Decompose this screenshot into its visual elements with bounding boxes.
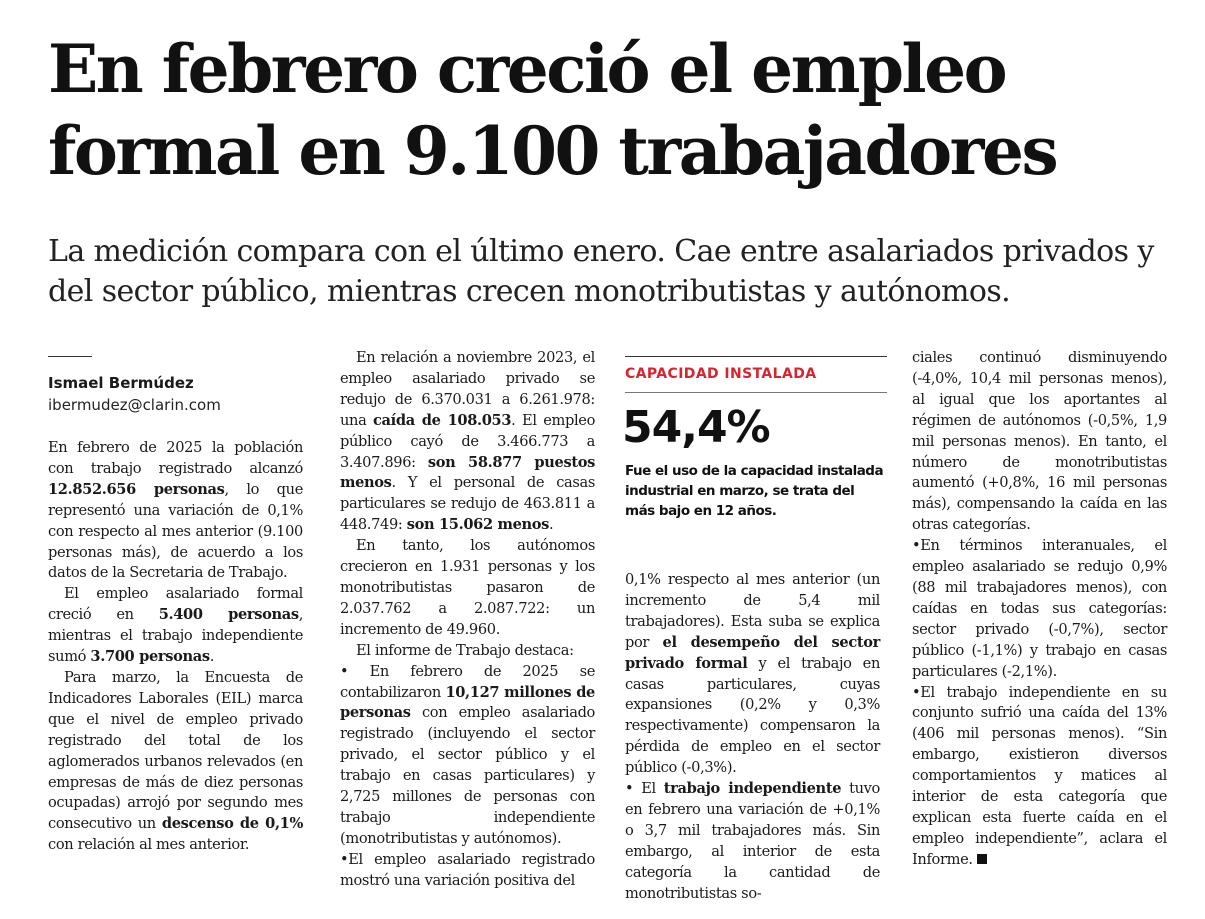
paragraph: Para marzo, la Encuesta de Indicadores Laborales (EIL) marca que el nivel de empleo privado registrado del total de los aglomerados urbanos relevados (en empresas de más de diez personas ocupadas) arrojó por segundo mes consecutivo un descenso de 0,1% con relación al mes anterior. <box>48 668 304 854</box>
deck-line-1: La medición compara con el último enero. Cae entre asalariados privados y <box>48 234 1154 269</box>
highlight-box-label-rule <box>625 392 887 393</box>
bullet-item: •El empleo asalariado registrado mostró una variación positiva del <box>340 850 595 889</box>
end-of-article-mark <box>977 854 987 864</box>
bullet-item: • El trabajo independiente tuvo en febrero una variación de +0,1% o 3,7 mil trabajadores más. Sin embargo, al interior de esta categoría la cantidad de monotributistas so- <box>625 780 880 902</box>
highlight-box-top-rule <box>625 356 887 357</box>
paragraph: En relación a noviembre 2023, el empleo asalariado privado se redujo de 6.370.031 a 6.261.978: una caída de 108.053. El empleo público cayó de 3.466.773 a 3.407.896: son 58.877 puestos menos. Y el personal de casas particulares se redujo de 463.811 a 448.749: son 15.062 menos. <box>340 349 596 534</box>
paragraph: En febrero de 2025 la población con trabajo registrado alcanzó 12.852.656 personas, lo que representó una variación de 0,1% con respecto al mes anterior (9.100 personas más), de acuerdo a los datos de la Secretaria de Trabajo. <box>48 439 303 582</box>
highlight-box-caption: Fue el uso de la capacidad instalada industrial en marzo, se trata del más bajo en 12 años. <box>625 463 884 519</box>
article-column-4 <box>912 348 1167 871</box>
paragraph: 0,1% respecto al mes anterior (un incremento de 5,4 mil trabajadores). Esta suba se explica por el desempeño del sector privado formal y el trabajo en casas particulares, cuyas expansiones (0,2% y 0,3% respectivamente) compensaron la pérdida de empleo en el sector público (-0,3%). <box>625 571 881 777</box>
paragraph: En tanto, los autónomos crecieron en 1.931 personas y los monotributistas pasaron de 2.037.762 a 2.087.722: un incremento de 49.960. <box>340 537 595 638</box>
deck-subtitle <box>48 232 1188 312</box>
article-column-2 <box>340 348 595 892</box>
headline-line-2: formal en 9.100 trabajadores <box>48 112 1057 190</box>
article-column-3 <box>625 570 880 905</box>
highlight-box-label: CAPACIDAD INSTALADA <box>625 366 817 382</box>
author-email[interactable]: ibermudez@clarin.com <box>48 396 221 414</box>
bullet-item: •El trabajo independiente en su conjunto sufrió una caída del 13% (406 mil personas menos). “Sin embargo, existieron diversos comportamientos y matices al interior de esta categoría que explican esta fuerte caída en el empleo independiente”, aclara el Informe. <box>912 683 1167 868</box>
bullet-item: • En febrero de 2025 se contabilizaron 10,127 millones de personas con empleo asalariado registrado (incluyendo el sector privado, el sector público y el trabajo en casas particulares) y 2,725 millones de personas con trabajo independiente (monotributistas y autónomos). <box>340 662 595 847</box>
headline-line-1: En febrero creció el empleo <box>48 30 1006 108</box>
highlight-box-figure: 54,4% <box>622 402 770 453</box>
article-column-1 <box>48 438 303 856</box>
paragraph: El informe de Trabajo destaca: <box>356 641 574 659</box>
paragraph: ciales continuó disminuyendo (-4,0%, 10,4 mil personas menos), al igual que los aportantes al régimen de autónomos (-0,5%, 1,9 mil personas menos). En tanto, el número de monotributistas aumentó (+0,8%, 16 mil personas más), compensando la caída en las otras categorías. <box>912 349 1167 534</box>
byline-divider <box>48 356 92 357</box>
paragraph: El empleo asalariado formal creció en 5.400 personas, mientras el trabajo independiente sumó 3.700 personas. <box>48 585 303 666</box>
bullet-item: •En términos interanuales, el empleo asalariado se redujo 0,9% (88 mil trabajadores menos), con caídas en todas sus categorías: sector privado (-0,7%), sector público (-1,1%) y trabajo en casas particulares (-2,1%). <box>912 537 1167 680</box>
headline <box>48 28 1178 192</box>
author-name: Ismael Bermúdez <box>48 374 194 392</box>
deck-line-2: del sector público, mientras crecen monotributistas y autónomos. <box>48 274 1011 309</box>
